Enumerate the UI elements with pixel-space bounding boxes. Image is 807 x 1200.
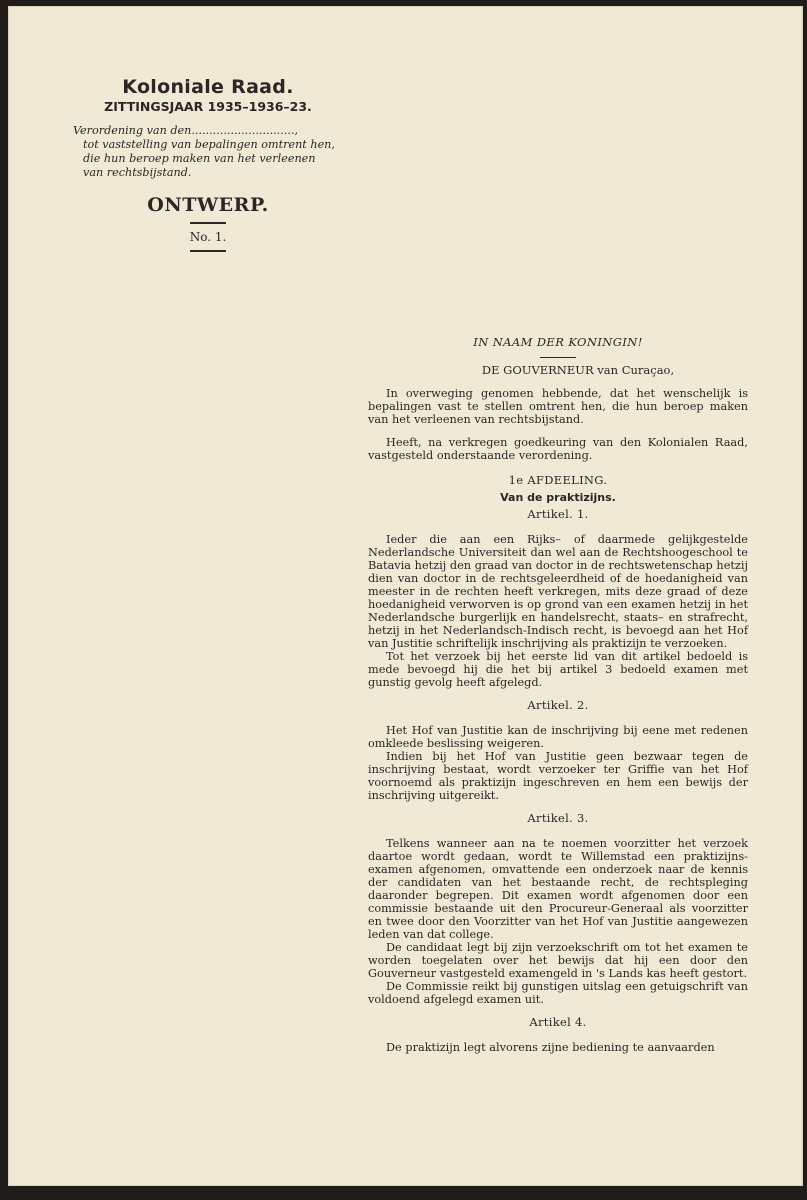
divider: [540, 357, 576, 358]
article-paragraph: Ieder die aan een Rijks– of daarmede gelijkgestelde Nederlandsche Universiteit dan wel aan de Rechtshoogeschool te Batavia hetzij den graad van doctor in de rechtswetenschap hetzij dien van doctor in de rechtsgeleerdheid of de hoedanigheid van meester in de rechten heeft verkregen, mits deze graad of deze hoedanigheid verworven is op grond van een examen hetzij in het Nederlandsche burgerlijk en handelsrecht, staats– en strafrecht, hetzij in het Nederlandsch-Indisch recht, is bevoegd aan het Hof van Justitie schriftelijk inschrijving als praktizijn te verzoeken.: [368, 533, 748, 650]
ordinance-description-line: tot vaststelling van bepalingen omtrent hen,: [83, 138, 335, 151]
draft-label: ONTWERP.: [147, 194, 269, 216]
ordinance-description: [73, 124, 343, 180]
article-paragraph: De candidaat legt bij zijn verzoekschrift om tot het examen te worden toegelaten over het bewijs dat hij een door den Gouverneur vastgesteld examengeld in 's Lands kas heeft gestort.: [368, 941, 748, 980]
royal-formula: IN NAAM DER KONINGIN!: [473, 335, 643, 349]
governor-line: DE GOUVERNEUR van Curaçao,: [481, 363, 675, 377]
draft-number: No. 1.: [189, 230, 227, 244]
article-heading: Artikel. 1.: [527, 507, 589, 521]
article-paragraph: Indien bij het Hof van Justitie geen bezwaar tegen de inschrijving bestaat, wordt verzoeker ter Griffie van het Hof voornoemd als praktizijn ingeschreven en hem een bewijs der inschrijving uitgereikt.: [368, 750, 748, 802]
article-paragraph: De praktizijn legt alvorens zijne bediening te aanvaarden: [386, 1041, 715, 1054]
divider: [190, 250, 226, 252]
ordinance-description-line: Verordening van den.............................,: [73, 124, 299, 137]
document-page: [8, 6, 803, 1186]
considering-paragraph: In overweging genomen hebbende, dat het wenschelijk is bepalingen vast te stellen omtrent hen, die hun beroep maken van het verleenen van rechtsbijstand.: [368, 387, 748, 426]
ordinance-text: [368, 336, 748, 1054]
article-paragraph: Telkens wanneer aan na te noemen voorzitter het verzoek daartoe wordt gedaan, wordt te Willemstad een praktizijns-examen afgenomen, omvattende een onderzoek naar de kennis der candidaten van het bestaande recht, de rechtspleging daaronder begrepen. Dit examen wordt afgenomen door een commissie bestaande uit den Procureur-Generaal als voorzitter en twee door den Voorzitter van het Hof van Justitie aangewezen leden van dat college.: [368, 837, 748, 941]
article-heading: Artikel. 2.: [527, 698, 589, 712]
session-year: ZITTINGSJAAR 1935–1936–23.: [104, 99, 312, 114]
article-paragraph: De Commissie reikt bij gunstigen uitslag een getuigschrift van voldoend afgelegd examen uit.: [368, 980, 748, 1006]
article-heading: Artikel. 3.: [527, 811, 589, 825]
council-title: Koloniale Raad.: [122, 76, 294, 98]
divider: [190, 222, 226, 224]
section-title: Van de praktizijns.: [500, 491, 616, 504]
article-paragraph: Tot het verzoek bij het eerste lid van dit artikel bedoeld is mede bevoegd hij die het bij artikel 3 bedoeld examen met gunstig gevolg heeft afgelegd.: [368, 650, 748, 689]
article-paragraph: Het Hof van Justitie kan de inschrijving bij eene met redenen omkleede beslissing weigeren.: [368, 724, 748, 750]
enactment-paragraph: Heeft, na verkregen goedkeuring van den Kolonialen Raad, vastgesteld onderstaande verordening.: [368, 436, 748, 462]
article-heading: Artikel 4.: [529, 1015, 587, 1029]
section-heading: 1e AFDEELING.: [508, 473, 608, 487]
ordinance-description-line: van rechtsbijstand.: [83, 166, 192, 179]
ordinance-description-line: die hun beroep maken van het verleenen: [83, 152, 316, 165]
title-block: [73, 76, 343, 258]
